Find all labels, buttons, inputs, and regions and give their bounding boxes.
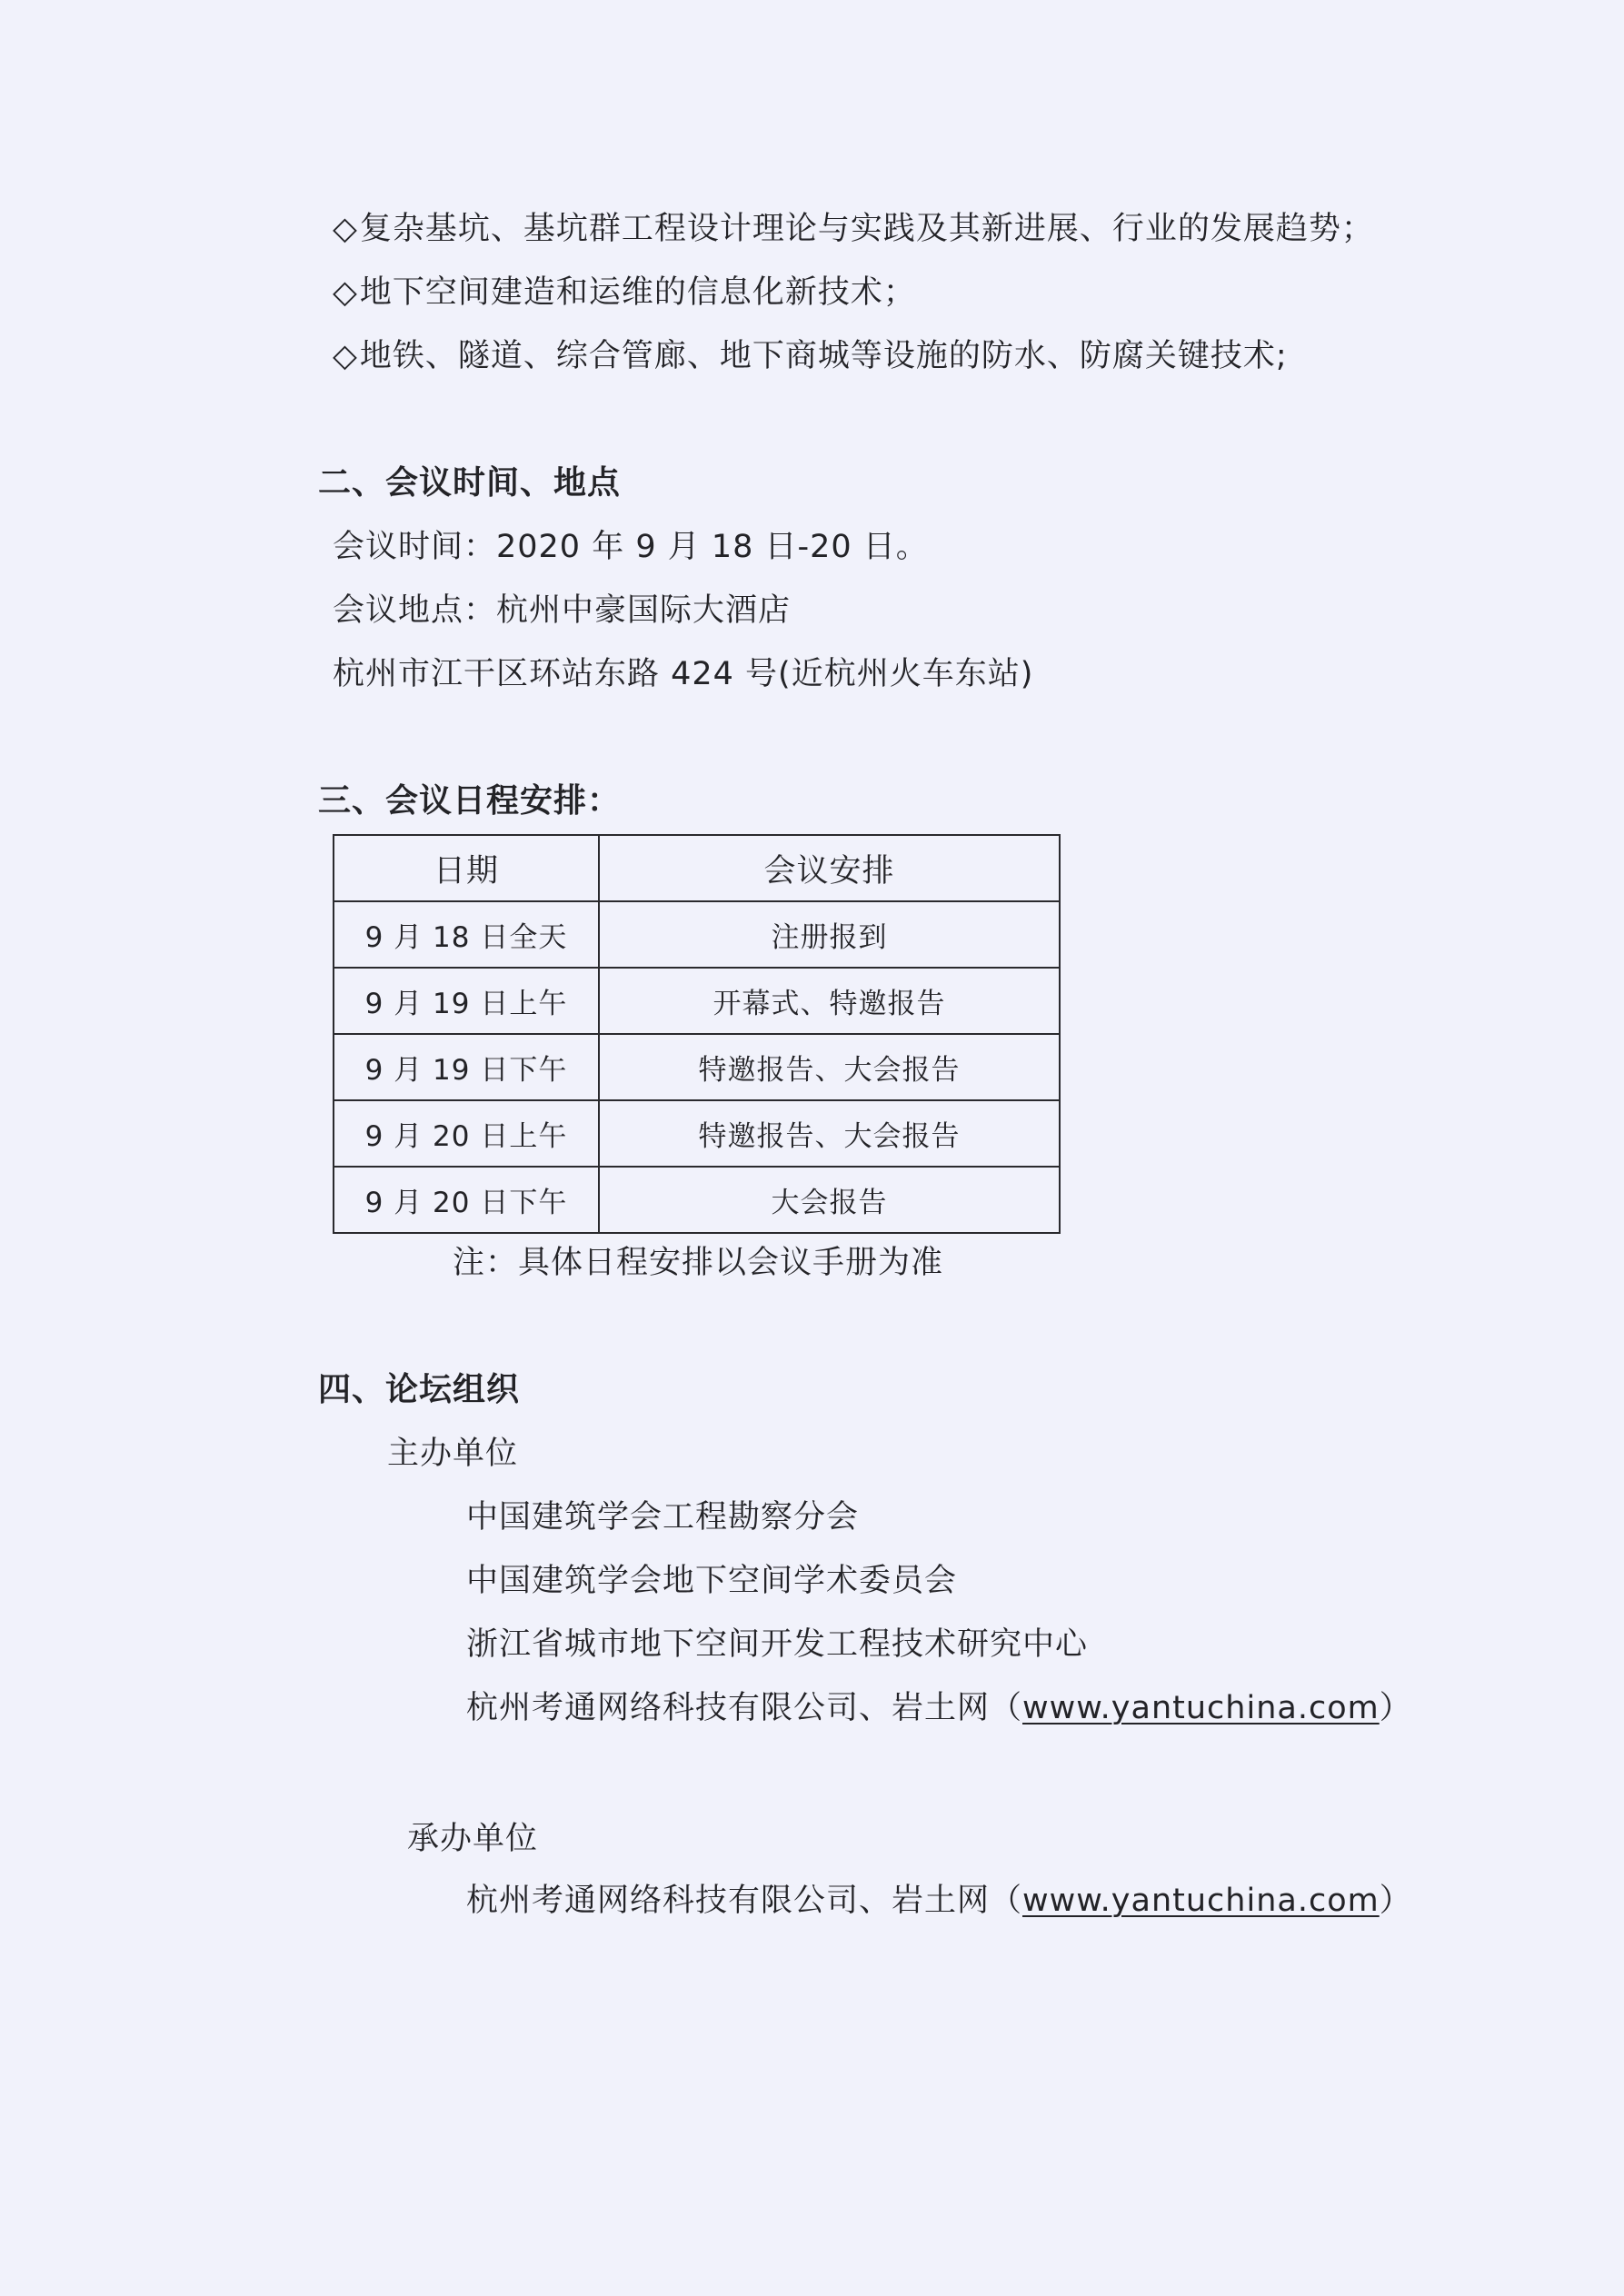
section-heading-organization: 四、论坛组织 [318,1371,521,1408]
column-header-agenda: 会议安排 [599,835,1060,901]
section-heading-time-venue: 二、会议时间、地点 [318,464,622,502]
cell-date: 9 月 20 日上午 [334,1100,599,1167]
topic-text: 复杂基坑、基坑群工程设计理论与实践及其新进展、行业的发展趋势； [359,211,1374,247]
host-item: 浙江省城市地下空间开发工程技术研究中心 [466,1626,1089,1663]
host-item: 中国建筑学会地下空间学术委员会 [466,1563,958,1599]
diamond-bullet-icon: ◇ [333,338,358,374]
meeting-time: 会议时间：2020 年 9 月 18 日-20 日。 [333,529,929,565]
table-row [334,901,1060,968]
host-website-link[interactable]: www.yantuchina.com [1022,1690,1380,1726]
table-row [334,968,1060,1034]
host-item [466,1686,1412,1730]
organizer-label: 承办单位 [407,1821,539,1857]
host-item-text: 杭州考通网络科技有限公司、岩土网（ [466,1690,1023,1726]
host-item-text-end: ） [1379,1690,1412,1726]
cell-date: 9 月 18 日全天 [334,901,599,968]
diamond-bullet-icon: ◇ [333,274,358,311]
organizer-item-text: 杭州考通网络科技有限公司、岩土网（ [466,1883,1023,1919]
cell-agenda: 特邀报告、大会报告 [599,1034,1060,1100]
cell-agenda: 注册报到 [599,901,1060,968]
meeting-address: 杭州市江干区环站东路 424 号(近杭州火车东站) [333,656,1034,692]
topic-item [333,271,916,314]
cell-agenda: 大会报告 [599,1167,1060,1233]
topic-text: 地铁、隧道、综合管廊、地下商城等设施的防水、防腐关键技术; [359,338,1288,374]
meeting-venue: 会议地点：杭州中豪国际大酒店 [333,592,792,629]
organizer-website-link[interactable]: www.yantuchina.com [1022,1883,1380,1919]
host-label: 主办单位 [387,1436,519,1472]
cell-agenda: 特邀报告、大会报告 [599,1100,1060,1167]
cell-date: 9 月 19 日下午 [334,1034,599,1100]
host-item: 中国建筑学会工程勘察分会 [466,1499,860,1536]
table-row [334,1100,1060,1167]
diamond-bullet-icon: ◇ [333,211,358,247]
table-row [334,1034,1060,1100]
topic-item [333,207,1374,251]
topic-text: 地下空间建造和运维的信息化新技术； [359,274,916,311]
column-header-date: 日期 [334,835,599,901]
topic-item [333,334,1288,378]
table-row [334,1167,1060,1233]
schedule-note: 注：具体日程安排以会议手册为准 [453,1245,944,1281]
cell-date: 9 月 19 日上午 [334,968,599,1034]
cell-agenda: 开幕式、特邀报告 [599,968,1060,1034]
table-header-row [334,835,1060,901]
section-heading-schedule: 三、会议日程安排： [318,782,622,820]
organizer-item-text-end: ） [1379,1883,1412,1919]
schedule-table [333,834,1061,1234]
cell-date: 9 月 20 日下午 [334,1167,599,1233]
organizer-item [466,1879,1412,1923]
